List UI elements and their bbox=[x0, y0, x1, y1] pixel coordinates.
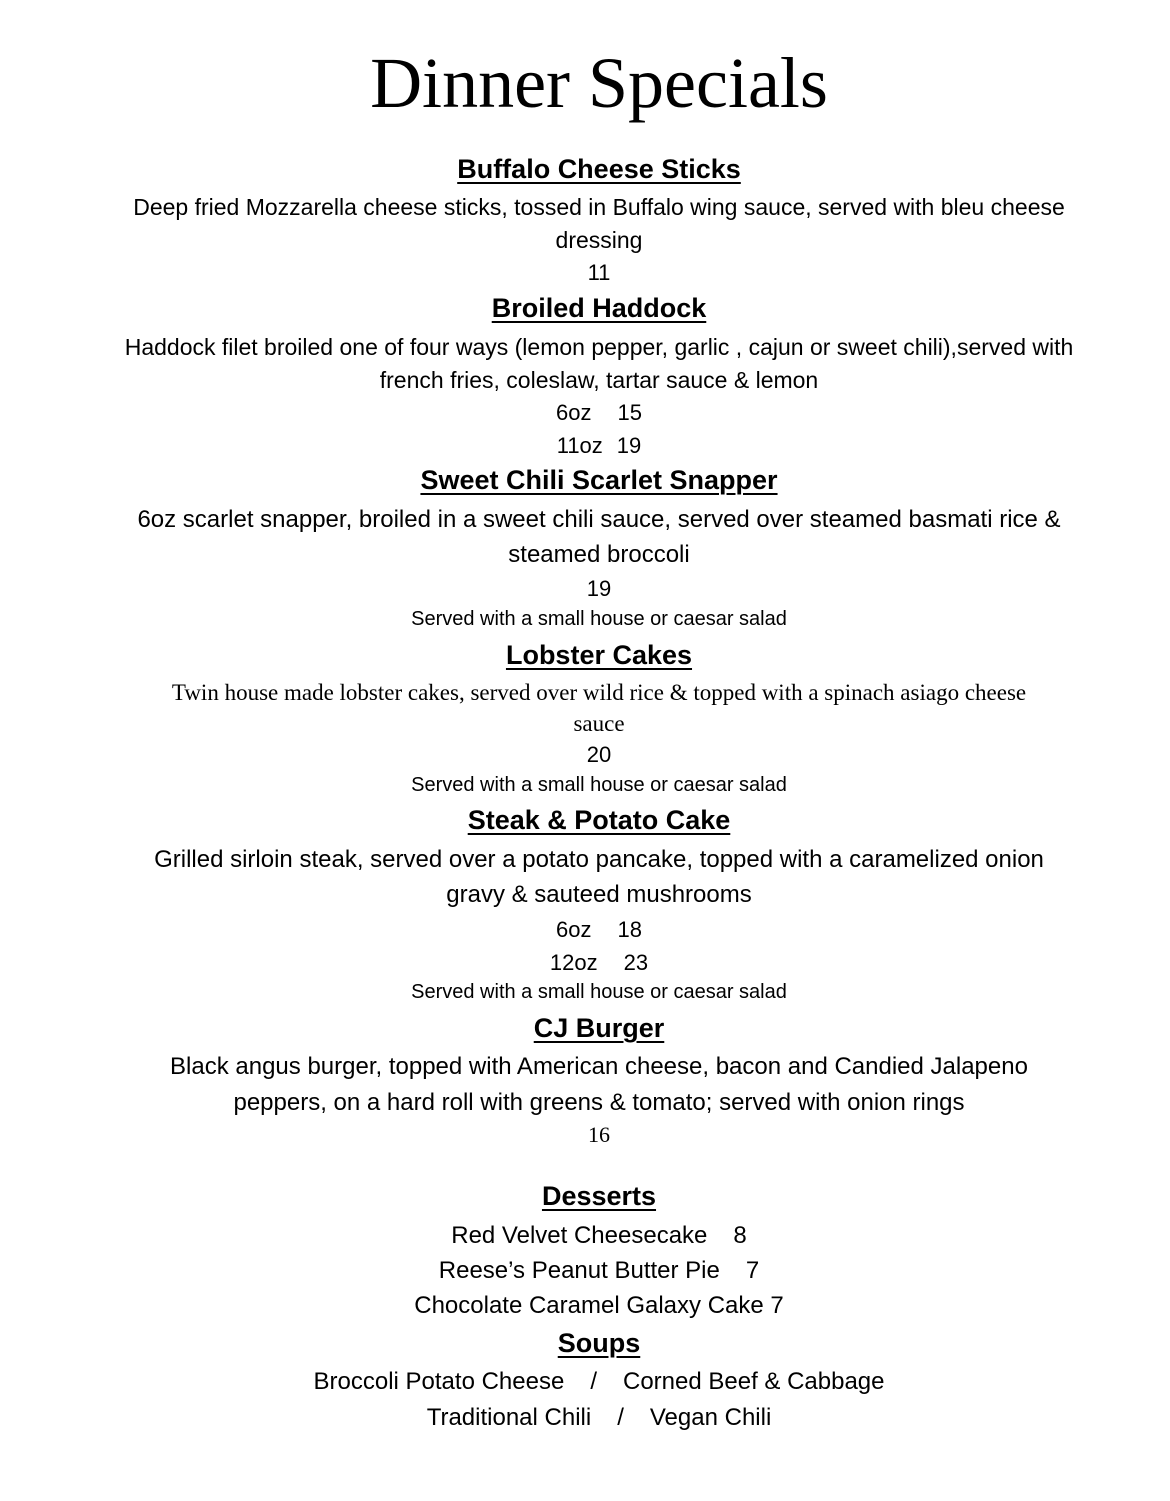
item-size: 12oz bbox=[549, 950, 598, 975]
dessert-item bbox=[0, 1222, 1170, 1250]
item-description: steamed broccoli bbox=[508, 541, 690, 568]
soup-separator: / bbox=[590, 1368, 597, 1395]
item-description: sauce bbox=[573, 711, 625, 736]
dessert-name: Red Velvet Cheesecake bbox=[451, 1222, 708, 1249]
item-price: 19 bbox=[586, 576, 612, 601]
desserts-heading: Desserts bbox=[541, 1181, 657, 1211]
soup-separator: / bbox=[617, 1404, 624, 1431]
item-price: 16 bbox=[588, 1122, 610, 1147]
item-note: Served with a small house or caesar salad bbox=[411, 774, 787, 796]
item-name: Lobster Cakes bbox=[505, 640, 693, 670]
dessert-price: 8 bbox=[733, 1222, 747, 1249]
item-description: Deep fried Mozzarella cheese sticks, tossed in Buffalo wing sauce, served with bleu cheese bbox=[133, 194, 1065, 220]
item-price-row bbox=[0, 433, 1170, 459]
item-size: 11oz bbox=[556, 433, 603, 458]
item-name: Broiled Haddock bbox=[491, 293, 707, 323]
item-price: 20 bbox=[586, 742, 612, 767]
item-price: 19 bbox=[616, 433, 642, 458]
item-description: 6oz scarlet snapper, broiled in a sweet chili sauce, served over steamed basmati rice & bbox=[137, 506, 1061, 533]
dessert-item bbox=[0, 1257, 1170, 1285]
item-description: french fries, coleslaw, tartar sauce & lemon bbox=[379, 367, 819, 393]
soups-heading: Soups bbox=[557, 1328, 641, 1358]
soup-name: Broccoli Potato Cheese bbox=[313, 1368, 565, 1395]
item-price-row bbox=[0, 400, 1170, 426]
item-price: 18 bbox=[617, 917, 642, 942]
item-price: 11 bbox=[587, 260, 611, 285]
soup-name: Vegan Chili bbox=[649, 1404, 772, 1431]
item-price: 15 bbox=[617, 400, 642, 425]
item-name: Steak & Potato Cake bbox=[467, 805, 731, 835]
dessert-name: Reese’s Peanut Butter Pie bbox=[438, 1257, 720, 1284]
item-price: 23 bbox=[623, 950, 649, 975]
page-title: Dinner Specials bbox=[370, 43, 828, 123]
item-price-row bbox=[0, 917, 1170, 943]
dessert-price: 7 bbox=[770, 1292, 784, 1319]
dessert-item bbox=[0, 1292, 1170, 1320]
item-size: 6oz bbox=[556, 917, 592, 942]
item-description: Black angus burger, topped with American cheese, bacon and Candied Jalapeno bbox=[170, 1053, 1028, 1080]
item-size: 6oz bbox=[556, 400, 592, 425]
item-description: peppers, on a hard roll with greens & tomato; served with onion rings bbox=[233, 1089, 965, 1116]
soup-line bbox=[0, 1404, 1170, 1432]
item-description: dressing bbox=[555, 227, 643, 253]
item-description: Haddock filet broiled one of four ways (lemon pepper, garlic , cajun or sweet chili),served with bbox=[124, 334, 1074, 360]
item-description: Grilled sirloin steak, served over a potato pancake, topped with a caramelized onion bbox=[154, 846, 1044, 873]
soup-name: Corned Beef & Cabbage bbox=[622, 1368, 885, 1395]
item-name: Sweet Chili Scarlet Snapper bbox=[420, 465, 778, 495]
dessert-price: 7 bbox=[745, 1257, 760, 1284]
soup-line bbox=[0, 1368, 1170, 1396]
soup-name: Traditional Chili bbox=[426, 1404, 592, 1431]
item-name: Buffalo Cheese Sticks bbox=[457, 154, 741, 184]
item-note: Served with a small house or caesar salad bbox=[411, 981, 787, 1003]
item-note: Served with a small house or caesar salad bbox=[411, 608, 787, 630]
dessert-name: Chocolate Caramel Galaxy Cake bbox=[414, 1292, 764, 1319]
item-price-row bbox=[0, 950, 1170, 976]
item-description: Twin house made lobster cakes, served over wild rice & topped with a spinach asiago cheese bbox=[171, 680, 1027, 705]
item-name: CJ Burger bbox=[533, 1013, 665, 1043]
item-description: gravy & sauteed mushrooms bbox=[446, 881, 752, 908]
